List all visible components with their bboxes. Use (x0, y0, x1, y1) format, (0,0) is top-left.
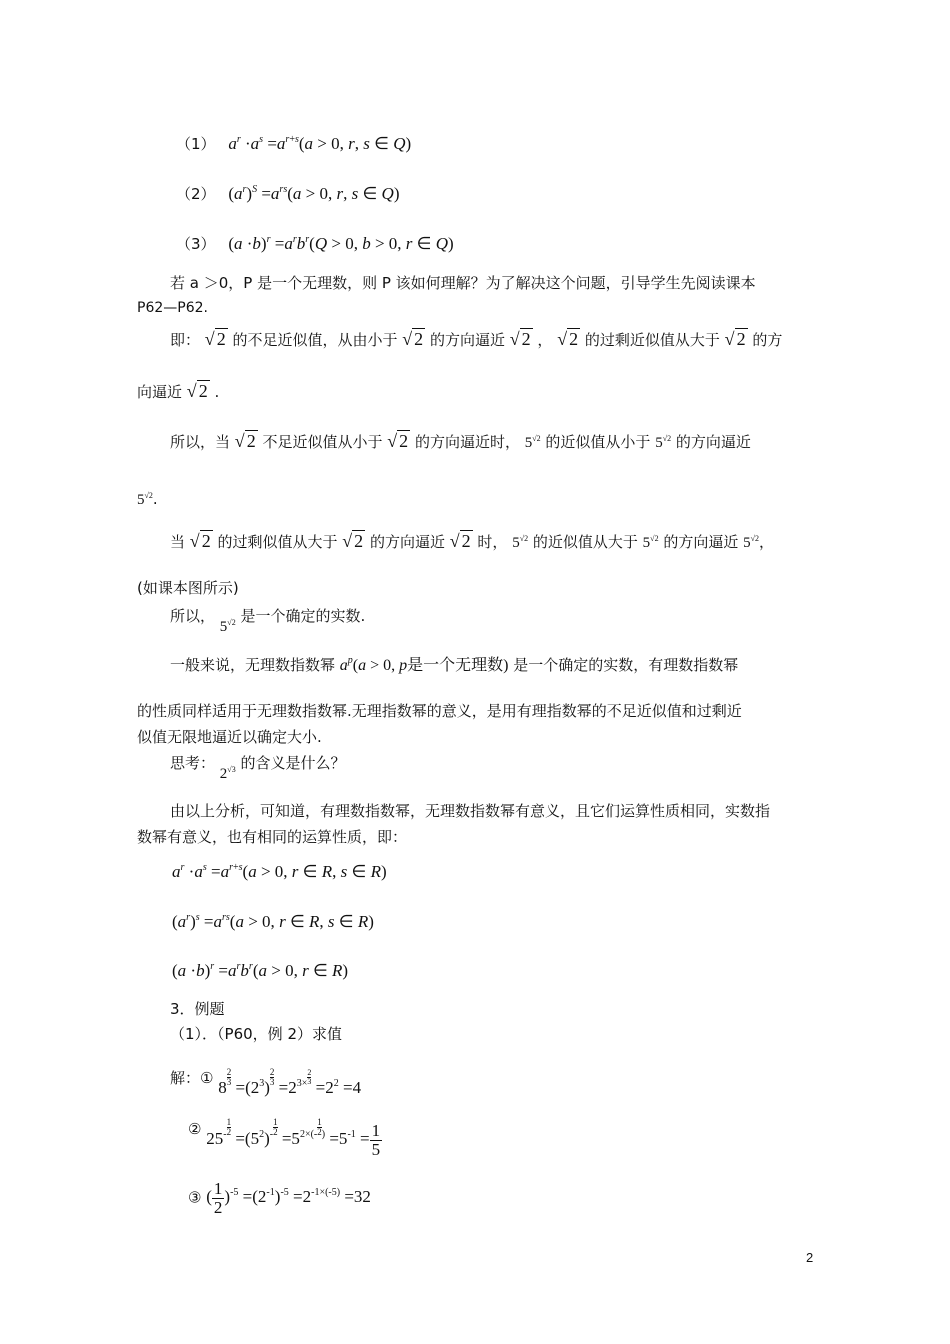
solution-2-formula: $25^{- \frac{1}{2}}$ $=(5^2)^{- \frac{1}{2}}$ $=5^{2\times(- \frac{1}{2} )} =5^{-1}$ = $\frac{1}{5}$ (206, 1117, 381, 1159)
sqrt-2: √ 2 (402, 329, 424, 349)
sqrt-2: √ 2 (387, 431, 409, 451)
solution-3-label: ③ (188, 1188, 202, 1207)
general-line-2: 的性质同样适用于无理数指数幂.无理指数幂的意义，是用有理指数幂的不足近似值和过剩近 (137, 702, 742, 720)
approx-line-2 (137, 380, 219, 402)
solution-2 (188, 1108, 382, 1159)
rule-2-label: （2） (176, 185, 216, 203)
rule-1-formula: $a^r \cdot a^s =a^{r+s}(a > 0$, r, s ∈ Q) (228, 134, 412, 153)
five-pow-sqrt2: $5^{√2}$ (137, 491, 153, 508)
summary-line-1: 由以上分析，可知道，有理数指数幂，无理数指数幂有意义，且它们运算性质相同，实数指 (170, 802, 771, 820)
solution-1 (170, 1058, 362, 1097)
real-rule-2: $(a^r)^s =a^{rs}(a > 0$, r ∈ R, s ∈ R) (172, 912, 374, 931)
when-text: 时， (477, 533, 508, 551)
when-text: 当 (170, 533, 186, 551)
question-line-2: P62—P62. (137, 300, 208, 316)
rule-1-label: （1） (176, 135, 216, 153)
so1-text: 不足近似值从小于 (262, 433, 383, 451)
approx-text: 的不足近似值，从由小于 (232, 331, 398, 349)
so1-text: 的方向逼近 (675, 433, 751, 451)
so1-text: 所以，当 (170, 433, 231, 451)
think-text: 的含义是什么？ (240, 754, 346, 772)
rule-2 (176, 183, 400, 204)
approx-text: 向逼近 (137, 383, 183, 401)
sqrt-2: √ 2 (724, 329, 746, 349)
five-pow-sqrt2: $5^{√2}$ (512, 534, 529, 551)
summary-line-2: 数幂有意义，也有相同的运算性质，即： (137, 828, 408, 846)
approx-text: 即： (170, 331, 201, 349)
approx-text: 的过剩近似值从大于 (584, 331, 720, 349)
general-text: 是一个确定的实数，有理数指数幂 (513, 656, 739, 674)
sqrt-2: √ 2 (557, 329, 579, 349)
solution-3-formula: ( $\frac{1}{2}$ )$^{-5} =(2^{-1})^{-5} =2^{-1\times(-5)} =32$ (206, 1179, 371, 1217)
general-line-3: 似值无限地逼近以确定大小. (137, 728, 322, 746)
five-pow-sqrt2: $5^{√2}$ (743, 534, 760, 551)
solution-2-label: ② (188, 1120, 202, 1138)
rule-2-formula: $(a^r)^S =a^{rs}(a > 0$, r, s ∈ Q) (228, 184, 400, 203)
so1-text: 的方向逼近时， (414, 433, 520, 451)
rule-3 (176, 233, 454, 254)
solution-label: 解：① (170, 1069, 214, 1087)
sqrt-2: √ 2 (449, 531, 471, 551)
when-line-1 (170, 530, 774, 552)
when-line-2: (如课本图所示) (137, 579, 239, 597)
solution-1-formula: 8 $\frac{2}{3}$ $=(2^3)$ $\frac{2}{3}$ $=2^{3\times \frac{2}{3}}$ $=2^2 =4$ (218, 1067, 362, 1097)
examples-heading: 3．例题 (170, 1000, 225, 1018)
general-formula: $a^p(a > 0$, p是一个无理数) (339, 655, 509, 674)
sqrt-2: √ 2 (234, 431, 256, 451)
general-line-1 (170, 652, 738, 675)
sqrt-2: √ 2 (509, 329, 531, 349)
sqrt-2: √ 2 (189, 531, 211, 551)
rule-3-formula: $(a \cdot b)^r =a^rb^r(Q > 0$, b > 0, r ∈ Q) (228, 234, 454, 253)
when-text: 的近似值从大于 (532, 533, 638, 551)
when-text: ， (759, 533, 775, 551)
think-text: 思考： (170, 754, 216, 772)
so2-text: 是一个确定的实数. (240, 607, 366, 625)
so1-text: 的近似值从小于 (545, 433, 651, 451)
question-line-1: 若 a ＞0，P 是一个无理数，则 P 该如何理解？为了解决这个问题，引导学生先阅读课本 (170, 274, 756, 292)
so2-line (170, 605, 366, 635)
think-line (170, 752, 346, 782)
when-text: 的过剩似值从大于 (217, 533, 338, 551)
when-text: 的方向逼近 (663, 533, 739, 551)
example-1-title: （1）．（P60，例 2）求值 (170, 1025, 342, 1043)
sqrt-2: √ 2 (342, 531, 364, 551)
five-pow-sqrt2: $5^{√2}$ (524, 434, 541, 451)
so2-text: 所以， (170, 607, 216, 625)
sqrt-2: √ 2 (186, 381, 208, 401)
solution-3 (188, 1180, 371, 1217)
approx-text: ， (537, 331, 553, 349)
five-pow-sqrt2: $5^{√2}$ (219, 618, 236, 635)
rule-3-label: （3） (176, 235, 216, 253)
real-rule-1: $a^r \cdot a^s =a^{r+s}(a > 0$, r ∈ R, s ∈ R) (172, 862, 387, 881)
so1-line-1 (170, 430, 751, 452)
page-number: 2 (806, 1250, 814, 1265)
five-pow-sqrt2: $5^{√2}$ (642, 534, 659, 551)
real-rule-3: $(a \cdot b)^r =a^rb^r(a > 0$, r ∈ R) (172, 961, 349, 980)
rule-1 (176, 133, 411, 154)
so1-line-2 (137, 490, 158, 509)
general-text: 一般来说，无理数指数幂 (170, 656, 336, 674)
approx-text: 的方 (752, 331, 783, 349)
five-pow-sqrt2: $5^{√2}$ (655, 434, 672, 451)
approx-text: . (214, 383, 220, 401)
so1-text: . (152, 490, 158, 508)
sqrt-2: √ 2 (204, 329, 226, 349)
approx-text: 的方向逼近 (429, 331, 505, 349)
two-pow-sqrt3: $2^{√3}$ (219, 765, 236, 782)
when-text: 的方向逼近 (369, 533, 445, 551)
approx-line-1 (170, 328, 782, 350)
